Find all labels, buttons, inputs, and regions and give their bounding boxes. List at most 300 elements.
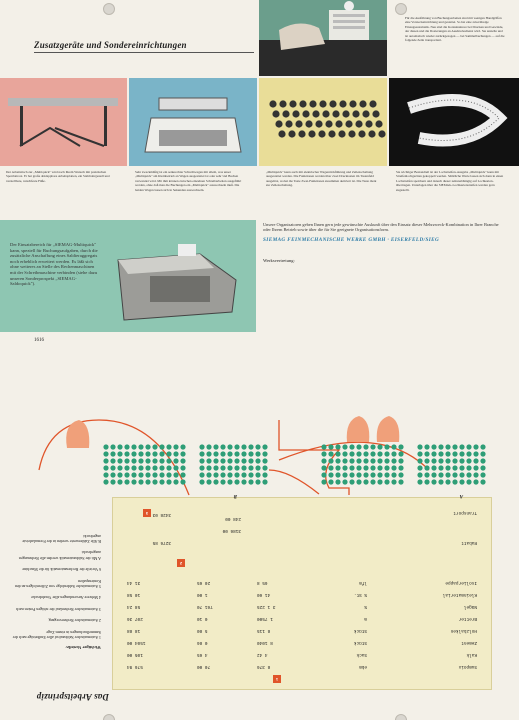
transport-label: Transport <box>453 510 477 515</box>
key-dot <box>117 444 122 449</box>
key-dot <box>356 465 361 470</box>
key-dot <box>480 458 485 463</box>
binder-hole-top-right <box>395 3 407 15</box>
key-dot <box>199 465 204 470</box>
key-dot <box>398 451 403 456</box>
table-cell: 58 24 <box>127 604 141 609</box>
key-dot <box>431 479 436 484</box>
key-dot <box>241 479 246 484</box>
typewriter-key <box>378 130 385 137</box>
step-item: 4 Mehrere Anwendungen aller Vorabdrucke <box>30 595 101 601</box>
key-dot <box>321 458 326 463</box>
table-cell: 576 94 <box>127 664 143 669</box>
key-dot <box>356 479 361 484</box>
table-cell: 0 86 <box>197 640 208 645</box>
key-dot <box>356 472 361 477</box>
key-dot <box>138 472 143 477</box>
key-dot <box>398 472 403 477</box>
key-dot <box>342 472 347 477</box>
key-dot <box>166 444 171 449</box>
key-dot <box>363 479 368 484</box>
key-dot <box>417 458 422 463</box>
key-dot <box>103 458 108 463</box>
key-dot <box>166 472 171 477</box>
key-dot <box>138 479 143 484</box>
key-dot <box>328 451 333 456</box>
binder-hole-bottom-right <box>103 714 115 720</box>
typewriter-key <box>348 130 355 137</box>
key-dot <box>473 472 478 477</box>
key-dot <box>480 444 485 449</box>
key-dot <box>131 458 136 463</box>
typewriter-key <box>358 130 365 137</box>
photo-typewriter-carriage <box>129 78 257 166</box>
sum-1: 3276 85 <box>152 540 171 545</box>
key-dot <box>124 479 129 484</box>
table-cell: 0 10 <box>197 616 208 621</box>
key-dot <box>328 465 333 470</box>
photo-keyboard <box>259 78 387 166</box>
key-dot <box>349 465 354 470</box>
key-dot <box>321 451 326 456</box>
key-dot <box>438 472 443 477</box>
keyboard-right <box>71 428 271 488</box>
key-dot <box>173 451 178 456</box>
key-dot <box>398 479 403 484</box>
key-dot <box>180 458 185 463</box>
table-cell: % <box>364 604 367 609</box>
typewriter-key <box>282 110 289 117</box>
table-cell: m <box>364 616 367 621</box>
key-dot <box>199 479 204 484</box>
key-dot <box>241 444 246 449</box>
key-dot <box>391 479 396 484</box>
key-dot <box>335 451 340 456</box>
table-cell: Nägel <box>463 604 477 609</box>
key-dot <box>459 458 464 463</box>
key-dot <box>199 451 204 456</box>
key-dot <box>452 472 457 477</box>
key-dot <box>131 472 136 477</box>
typewriter-key <box>339 100 346 107</box>
key-dot <box>262 472 267 477</box>
key-dot <box>234 465 239 470</box>
typewriter-key <box>352 110 359 117</box>
table-cell: 41 60 <box>257 592 271 597</box>
key-dot <box>452 465 457 470</box>
key-dot <box>152 465 157 470</box>
key-dot <box>173 458 178 463</box>
key-dot <box>473 444 478 449</box>
table-cell: 3 1 225 <box>257 604 276 609</box>
marker-badge: 1 <box>273 675 281 683</box>
key-dot <box>248 465 253 470</box>
typewriter-key <box>329 100 336 107</box>
key-dot <box>445 458 450 463</box>
key-dot <box>262 479 267 484</box>
typewriter-key <box>349 100 356 107</box>
key-dot <box>220 451 225 456</box>
sub-4: 248 00 <box>225 516 241 521</box>
table-row <box>127 633 477 645</box>
key-dot <box>370 472 375 477</box>
typewriter-key <box>302 110 309 117</box>
key-dot <box>117 451 122 456</box>
table-cell: Zement <box>461 640 477 645</box>
key-dot <box>349 451 354 456</box>
key-dot <box>213 458 218 463</box>
key-dot <box>424 451 429 456</box>
key-dot <box>227 458 232 463</box>
typewriter-key <box>325 120 332 127</box>
key-dot <box>377 458 382 463</box>
key-dot <box>159 451 164 456</box>
key-dot <box>466 472 471 477</box>
key-dot <box>445 451 450 456</box>
key-dot <box>459 465 464 470</box>
key-dot <box>480 479 485 484</box>
key-dot <box>356 451 361 456</box>
key-dot <box>241 465 246 470</box>
key-dot <box>438 465 443 470</box>
table-cell: % St. <box>353 592 367 597</box>
key-dot <box>459 451 464 456</box>
key-dot <box>335 472 340 477</box>
key-dot <box>152 444 157 449</box>
key-dot <box>131 451 136 456</box>
key-dot <box>227 451 232 456</box>
principle-title: Das Arbeitsprinzip <box>36 692 109 702</box>
key-dot <box>349 444 354 449</box>
typewriter-key <box>288 130 295 137</box>
key-dot <box>342 458 347 463</box>
typewriter-key <box>275 120 282 127</box>
key-dot <box>431 465 436 470</box>
key-dot <box>159 444 164 449</box>
vertretung-label: Werksvertretung: <box>263 258 295 263</box>
key-dot <box>248 458 253 463</box>
key-dot <box>206 472 211 477</box>
table-cell: Stück <box>353 640 367 645</box>
key-dot <box>241 458 246 463</box>
step-item: B Alle Zahlenwerte werden in der Formularleiste angedruckt <box>22 533 101 544</box>
table-cell: Sumpoix <box>458 664 477 669</box>
key-dot <box>110 479 115 484</box>
key-dot <box>180 472 185 477</box>
key-dot <box>110 458 115 463</box>
key-dot <box>262 444 267 449</box>
table-cell: ebm <box>359 664 367 669</box>
key-dot <box>370 465 375 470</box>
key-dot <box>206 444 211 449</box>
table-cell: 70 00 <box>197 664 211 669</box>
key-dot <box>328 458 333 463</box>
key-dot <box>424 458 429 463</box>
key-dot <box>431 451 436 456</box>
key-dot <box>103 444 108 449</box>
key-dot <box>363 451 368 456</box>
key-dot <box>466 458 471 463</box>
key-dot <box>445 472 450 477</box>
key-dot <box>438 444 443 449</box>
key-dot <box>370 458 375 463</box>
typewriter-key <box>362 110 369 117</box>
table-row <box>127 657 477 669</box>
table-row <box>127 621 477 633</box>
key-dot <box>117 479 122 484</box>
key-dot <box>159 465 164 470</box>
label-b: B <box>233 493 237 498</box>
key-dot <box>166 458 171 463</box>
key-dot <box>431 472 436 477</box>
key-dot <box>473 451 478 456</box>
key-dot <box>391 444 396 449</box>
key-dot <box>241 451 246 456</box>
key-dot <box>445 444 450 449</box>
key-dot <box>424 444 429 449</box>
key-dot <box>466 444 471 449</box>
typewriter-key <box>279 100 286 107</box>
table-cell: 4 65 <box>197 652 208 657</box>
key-dot <box>377 472 382 477</box>
typewriter-key <box>299 100 306 107</box>
key-dot <box>438 479 443 484</box>
typewriter-key <box>375 120 382 127</box>
typewriter-key <box>318 130 325 137</box>
key-dot <box>213 444 218 449</box>
key-dot <box>384 465 389 470</box>
key-dot <box>349 458 354 463</box>
marker-badge: 2 <box>177 559 185 567</box>
table-cell: 5 80 <box>197 628 208 633</box>
key-dot <box>206 479 211 484</box>
table-row <box>127 597 477 609</box>
typewriter-key <box>315 120 322 127</box>
table-row <box>127 573 477 585</box>
typewriter-key <box>345 120 352 127</box>
table-cell: 31 44 <box>127 580 141 585</box>
key-dot <box>466 451 471 456</box>
key-dot <box>384 472 389 477</box>
key-dot <box>199 444 204 449</box>
table-cell: lfm <box>359 580 367 585</box>
key-dot <box>370 444 375 449</box>
key-dot <box>138 444 143 449</box>
key-dot <box>159 458 164 463</box>
key-dot <box>262 451 267 456</box>
key-dot <box>255 465 260 470</box>
key-dot <box>377 451 382 456</box>
key-dot <box>384 458 389 463</box>
key-dot <box>227 472 232 477</box>
key-dot <box>459 444 464 449</box>
key-dot <box>335 479 340 484</box>
step-item: 5 Automatische Saldenfolge von Ziffernfolgen an den Kontenspalten <box>14 578 101 589</box>
typewriter-key <box>319 100 326 107</box>
key-dot <box>445 479 450 484</box>
key-dot <box>473 479 478 484</box>
key-dot <box>377 465 382 470</box>
info-text: Unsere Organisatoren geben Ihnen gern jede gewünschte Auskunft über den Einsatz dieser Mehrzweck-Kombination in Ihrer Branche oder Ihrem Betrieb sowie über die für Sie geeignete Organisationsform. <box>263 222 499 233</box>
key-dot <box>321 472 326 477</box>
key-dot <box>262 458 267 463</box>
key-dot <box>349 479 354 484</box>
key-dot <box>391 472 396 477</box>
typewriter-key <box>285 120 292 127</box>
key-dot <box>166 451 171 456</box>
key-dot <box>220 444 225 449</box>
key-dot <box>220 465 225 470</box>
typewriter-key <box>272 110 279 117</box>
table-cell: 8 376 <box>257 664 271 669</box>
table-cell: Isolierpappe <box>445 580 477 585</box>
key-dot <box>356 444 361 449</box>
key-dot <box>445 465 450 470</box>
key-dot <box>138 451 143 456</box>
workflow-title: Wichtiger Vorteile: <box>65 645 101 650</box>
page-number: 1616 <box>34 338 44 343</box>
saldier-panel <box>0 220 256 332</box>
table-cell: 65 8 <box>257 580 268 585</box>
key-dot <box>180 479 185 484</box>
typewriter-key <box>278 130 285 137</box>
key-dot <box>213 465 218 470</box>
key-dot <box>417 444 422 449</box>
title-rule <box>34 52 254 53</box>
table-row <box>127 645 477 657</box>
step-item: A Mit der Saldoautomatik werden alle Rechnungen ausgedruckt <box>18 550 101 561</box>
typewriter-key <box>292 110 299 117</box>
saldier-text: Der Einsatzbereich für „SIEMAG-Multiquick" kann, speziell für Buchungsaufgaben, durch die zusätzliche Anschaffung eines Saldieraggregats noch erheblich erweitert werden. Es läßt sich ohne weiteres an Stelle des Rechenmaschinen mit der Schreibmaschine verbinden (siehe dazu unseren Sonderprospekt „SIEMAG-Saldoquick"). <box>10 242 98 287</box>
key-dot <box>321 479 326 484</box>
typewriter-key <box>359 100 366 107</box>
key-dot <box>145 451 150 456</box>
key-dot <box>103 465 108 470</box>
typewriter-key <box>355 120 362 127</box>
company-name: SIEMAG FEINMECHANISCHE WERKE GMBH · EISERFELD/SIEG <box>263 237 440 243</box>
photo-worktable <box>0 78 127 166</box>
key-dot <box>424 479 429 484</box>
key-dot <box>220 479 225 484</box>
table-cell: Sack <box>356 652 367 657</box>
key-dot <box>145 458 150 463</box>
key-dot <box>234 479 239 484</box>
key-dot <box>138 465 143 470</box>
key-dot <box>398 444 403 449</box>
key-dot <box>124 444 129 449</box>
adding-machine-illustration <box>0 220 256 332</box>
table-cell: Holzbalken <box>450 628 477 633</box>
key-dot <box>328 444 333 449</box>
key-dot <box>328 479 333 484</box>
key-dot <box>255 479 260 484</box>
key-dot <box>199 458 204 463</box>
key-dot <box>131 479 136 484</box>
table-row <box>127 609 477 621</box>
key-dot <box>398 458 403 463</box>
key-dot <box>103 472 108 477</box>
photo-form-insert <box>259 0 387 76</box>
key-dot <box>363 472 368 477</box>
key-dot <box>452 451 457 456</box>
typewriter-key <box>335 120 342 127</box>
key-dot <box>227 465 232 470</box>
key-dot <box>173 479 178 484</box>
key-dot <box>124 465 129 470</box>
key-dot <box>166 479 171 484</box>
key-dot <box>241 472 246 477</box>
key-dot <box>417 472 422 477</box>
key-dot <box>466 479 471 484</box>
photo-punched-tape <box>389 78 519 166</box>
table-cell: 1 7500 <box>257 616 273 621</box>
key-dot <box>424 465 429 470</box>
key-dot <box>117 465 122 470</box>
key-dot <box>152 451 157 456</box>
typewriter-key <box>312 110 319 117</box>
typewriter-key <box>295 120 302 127</box>
rabatt-label: Rabatt <box>461 540 477 545</box>
key-dot <box>384 479 389 484</box>
page-title: Zusatzgeräte und Sondereinrichtungen <box>34 40 187 50</box>
key-dot <box>452 444 457 449</box>
key-dot <box>342 444 347 449</box>
typewriter-key <box>342 110 349 117</box>
typewriter-key <box>298 130 305 137</box>
key-dot <box>234 458 239 463</box>
key-dot <box>248 479 253 484</box>
key-dot <box>206 451 211 456</box>
table-cell: 18 88 <box>127 628 141 633</box>
key-dot <box>349 472 354 477</box>
key-dot <box>255 451 260 456</box>
key-dot <box>321 444 326 449</box>
key-dot <box>180 465 185 470</box>
key-dot <box>220 472 225 477</box>
intro-text: Für die Ausführung von Buchungsarbeiten sind mit wenigen Handgriffen eine Vorsteckeinrichtung und gestattet. So hat eine zuverlässige Einzugsautomatik. Neu sind die Kontaktaktore bei Drucken und Gewinde, der diesen und die Dosierungen an Ausdrucksdienst wird. Sie anstelle und ist automatisch wieder zurückgezogen — bei Sammelbuchungen — auf die folgende Zeile transportiert. <box>405 16 505 43</box>
key-dot <box>213 479 218 484</box>
key-dot <box>199 472 204 477</box>
key-dot <box>145 479 150 484</box>
table-cell: Kalk <box>466 652 477 657</box>
table-cell: 10 58 <box>127 592 141 597</box>
key-dot <box>480 465 485 470</box>
typewriter-key <box>322 110 329 117</box>
key-dot <box>117 458 122 463</box>
key-dot <box>370 451 375 456</box>
typewriter-key <box>372 110 379 117</box>
marker-badge: 3 <box>143 509 151 517</box>
key-dot <box>124 472 129 477</box>
label-a: A <box>459 493 463 498</box>
key-dot <box>110 444 115 449</box>
key-dot <box>248 451 253 456</box>
table-cell: Kleinmaterial <box>442 592 477 597</box>
key-dot <box>117 472 122 477</box>
sub-3: 3186 00 <box>222 528 241 533</box>
binder-hole-bottom-left <box>395 714 407 720</box>
table-cell: 1504 00 <box>127 640 146 645</box>
key-dot <box>438 458 443 463</box>
table-cell: 105 00 <box>127 652 143 657</box>
key-dot <box>131 444 136 449</box>
key-dot <box>145 444 150 449</box>
key-dot <box>180 444 185 449</box>
key-dot <box>255 444 260 449</box>
key-dot <box>473 458 478 463</box>
key-dot <box>234 451 239 456</box>
key-dot <box>321 465 326 470</box>
